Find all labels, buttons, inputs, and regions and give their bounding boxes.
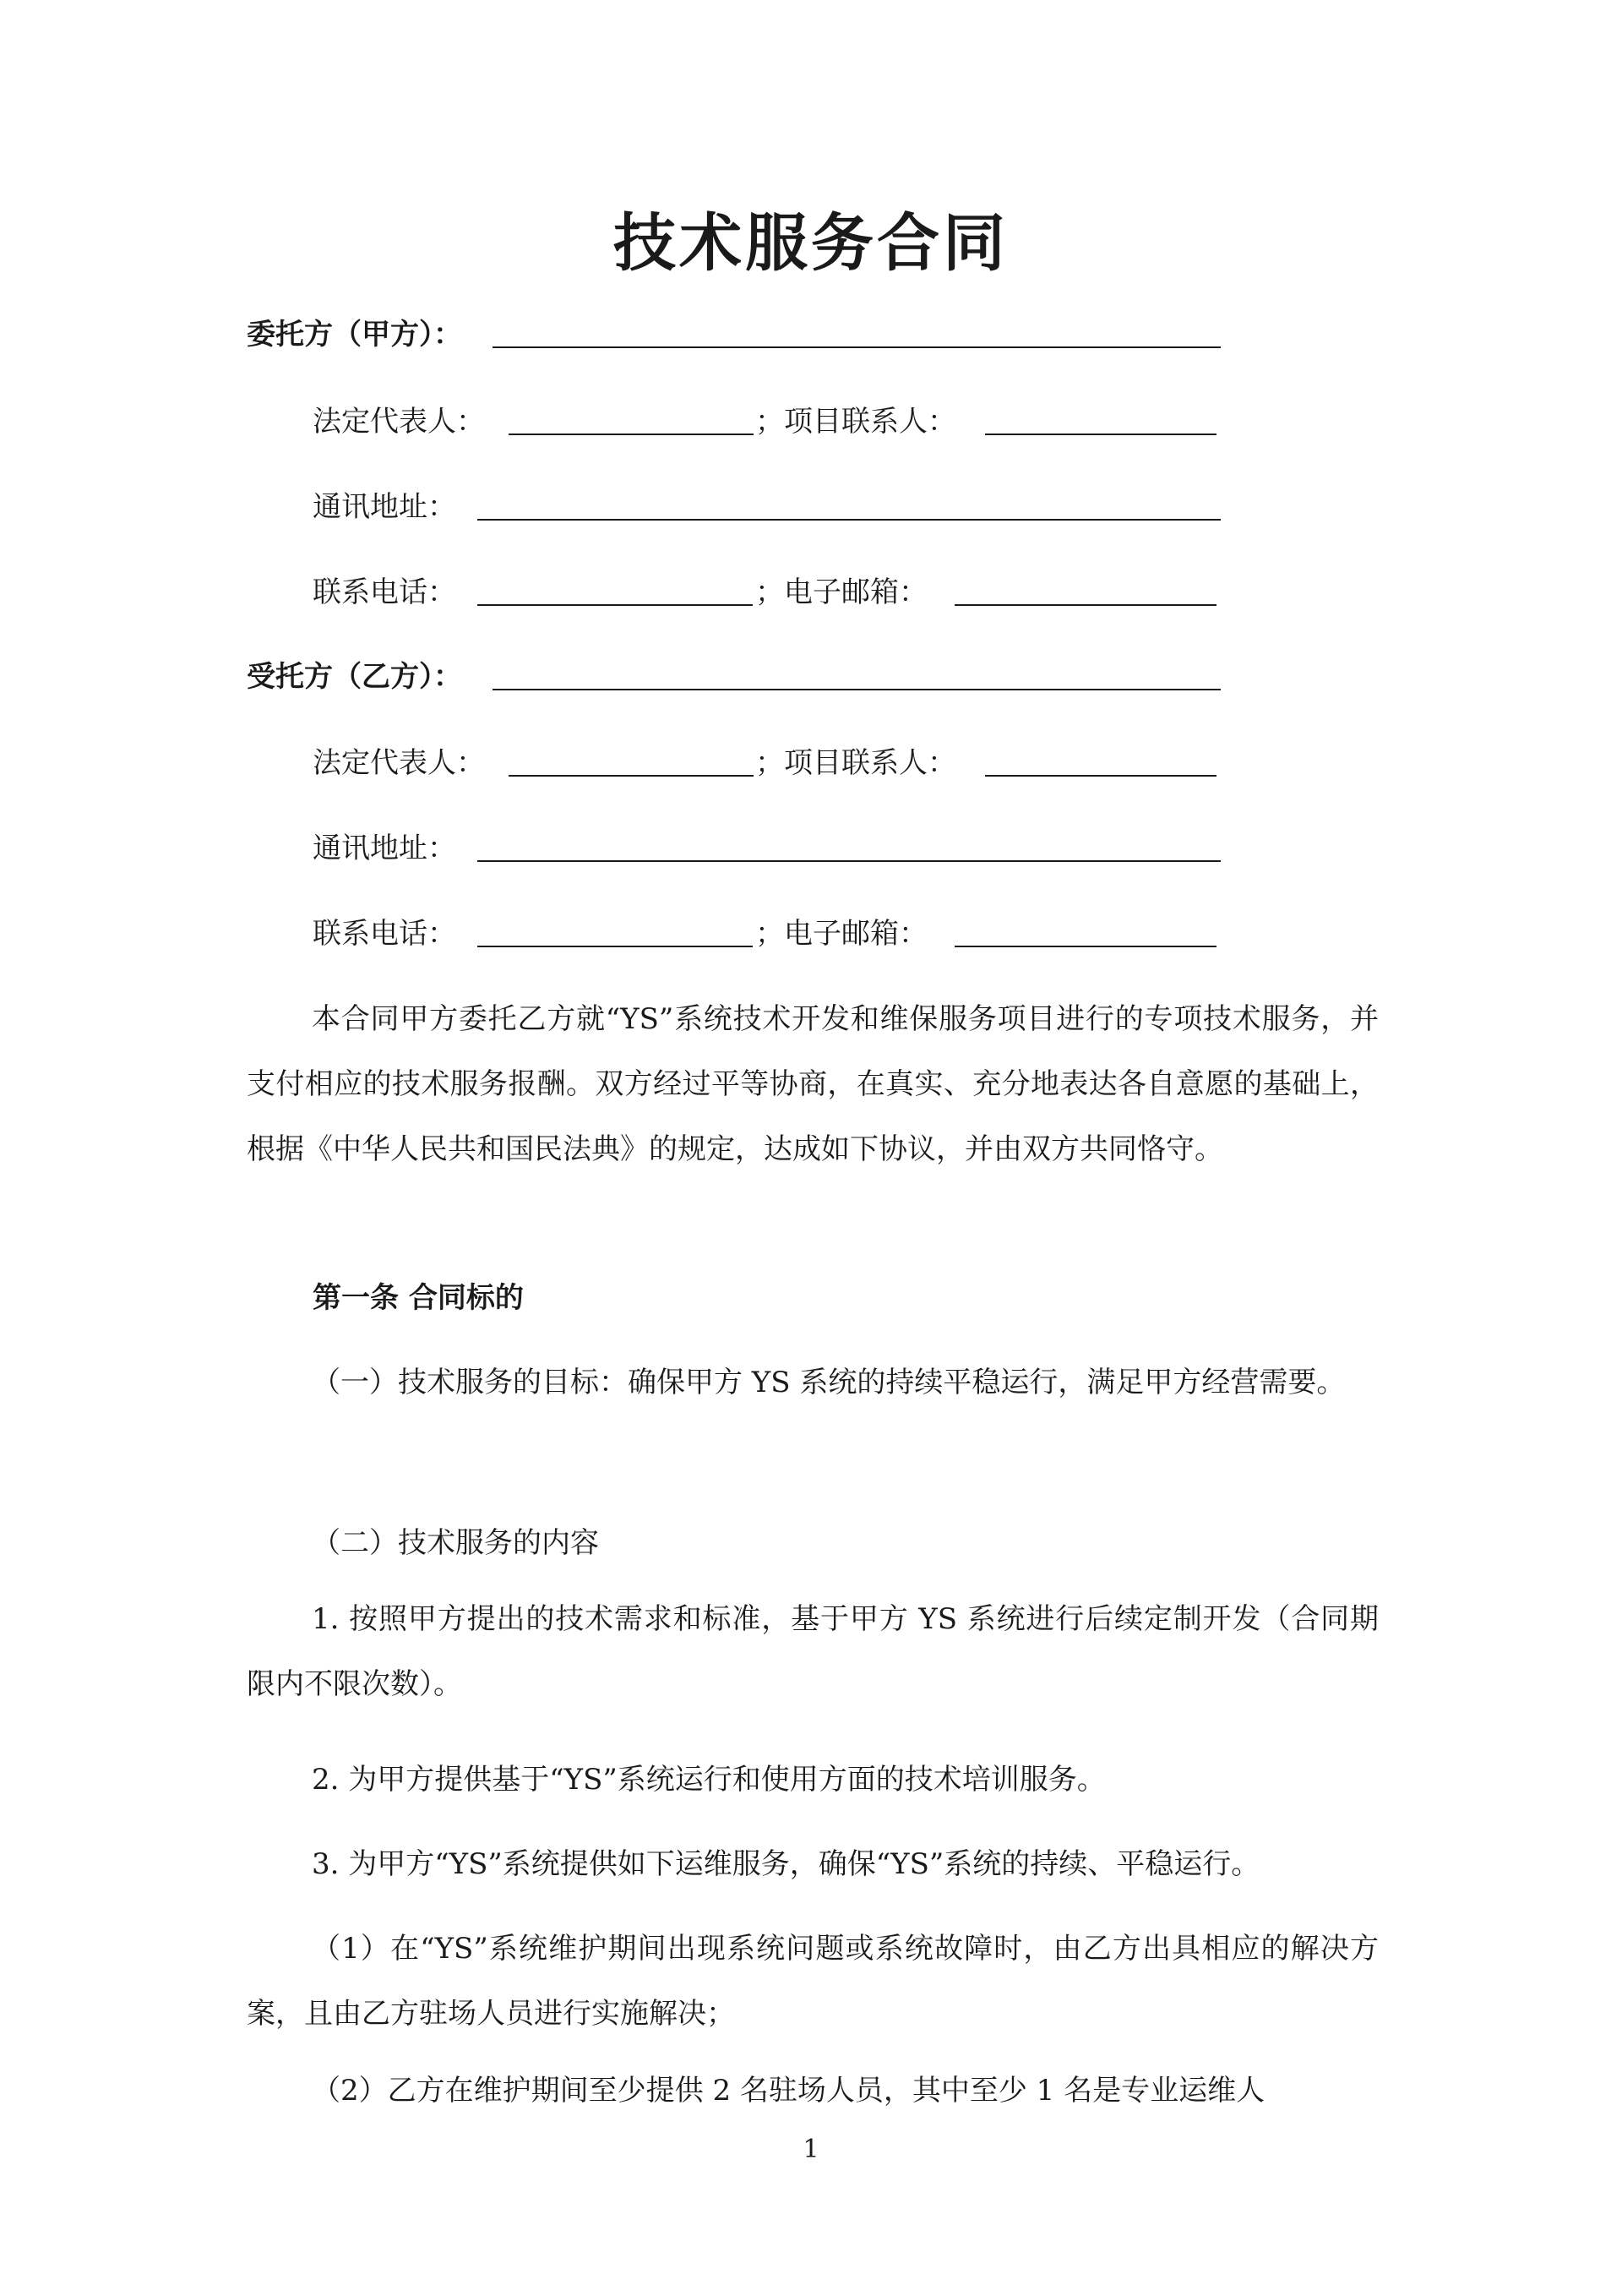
party-b-email-label: ；电子邮箱： [755,917,928,951]
party-a-phone-label: 联系电话： [313,575,456,609]
item-2-paragraph: （二）技术服务的内容 [312,1526,599,1560]
party-b-address-blank[interactable] [477,860,1221,862]
document-title: 技术服务合同 [613,207,1009,280]
party-b-name-blank[interactable] [493,689,1221,690]
party-a-label: 委托方（甲方）： [247,318,462,352]
point-3-paragraph: 3. 为甲方“YS”系统提供如下运维服务，确保“YS”系统的持续、平稳运行。 [312,1847,1260,1881]
item-1-paragraph: （一）技术服务的目标：确保甲方 YS 系统的持续平稳运行，满足甲方经营需要。 [312,1366,1346,1399]
point-2-paragraph: 2. 为甲方提供基于“YS”系统运行和使用方面的技术培训服务。 [312,1763,1106,1797]
party-a-address-blank[interactable] [477,519,1221,521]
party-a-email-label: ；电子邮箱： [755,575,928,609]
party-b-phone-label: 联系电话： [313,917,456,951]
sub-2-paragraph: （2）乙方在维护期间至少提供 2 名驻场人员，其中至少 1 名是专业运维人 [312,2074,1265,2108]
sub-1-paragraph: （1）在“YS”系统维护期间出现系统问题或系统故障时，由乙方出具相应的解决方案，且由乙方驻场人员进行实施解决； [247,1932,1379,2031]
party-a-email-blank[interactable] [955,604,1216,606]
party-b-contact-label: ；项目联系人： [755,746,956,780]
article-1-heading: 第一条 合同标的 [313,1281,524,1315]
page-number: 1 [803,2135,819,2164]
party-b-label: 受托方（乙方）： [247,660,462,694]
party-b-legal-rep-blank[interactable] [509,775,754,777]
party-a-contact-label: ；项目联系人： [755,405,956,439]
party-a-name-blank[interactable] [493,346,1221,348]
party-a-address-label: 通讯地址： [313,490,456,524]
party-b-legal-rep-label: 法定代表人： [313,746,485,780]
preamble-paragraph: 本合同甲方委托乙方就“YS”系统技术开发和维保服务项目进行的专项技术服务，并支付相应的技术服务报酬。双方经过平等协商，在真实、充分地表达各自意愿的基础上，根据《中华人民共和国民法典》的规定，达成如下协议，并由双方共同恪守。 [247,1002,1379,1166]
party-b-email-blank[interactable] [955,946,1216,947]
party-a-contact-blank[interactable] [985,434,1216,435]
party-b-phone-blank[interactable] [477,946,753,947]
party-b-contact-blank[interactable] [985,775,1216,777]
party-b-address-label: 通讯地址： [313,832,456,865]
party-a-phone-blank[interactable] [477,604,753,606]
point-1-paragraph: 1. 按照甲方提出的技术需求和标准，基于甲方 YS 系统进行后续定制开发（合同期限内不限次数）。 [247,1602,1379,1701]
party-a-legal-rep-blank[interactable] [509,434,754,435]
party-a-legal-rep-label: 法定代表人： [313,405,485,439]
